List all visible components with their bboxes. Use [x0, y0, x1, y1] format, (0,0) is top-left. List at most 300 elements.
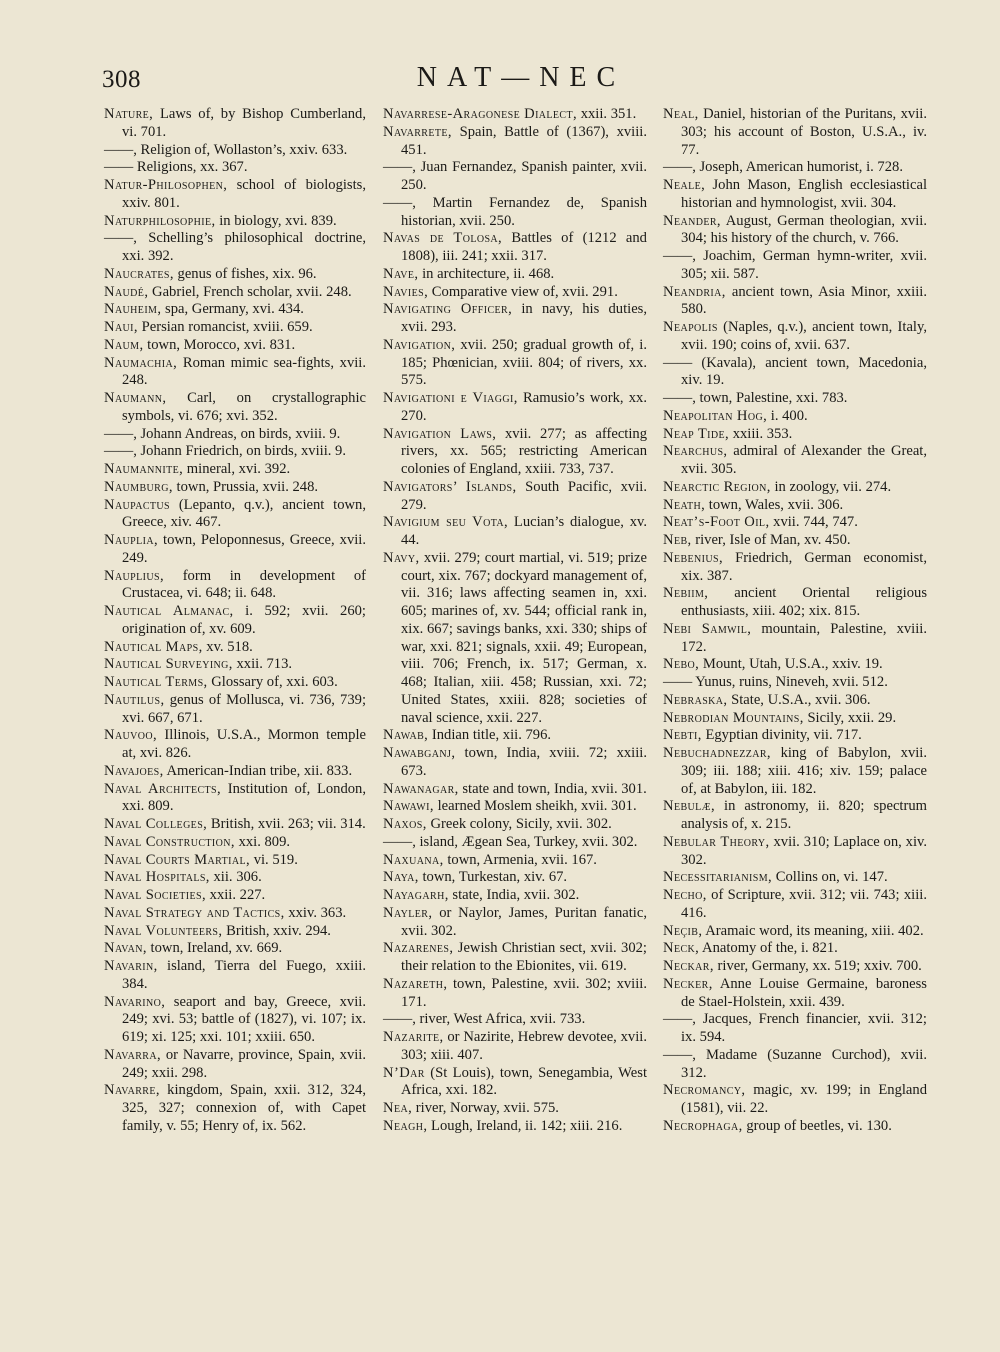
entry-headword: Nawanagar, — [383, 780, 459, 797]
entry-headword: Naumburg, — [104, 478, 173, 495]
entry-text: Ramusio’s work, xx. 270. — [401, 390, 648, 424]
entry-text: Glossary of, xxi. 603. — [207, 674, 338, 690]
index-entry — [104, 923, 366, 941]
index-entry — [663, 248, 927, 284]
index-entry — [383, 1065, 647, 1101]
index-entry — [104, 284, 366, 302]
entry-text: ——, Joachim, German hymn-writer, xvii. 305; xii. 587. — [663, 248, 927, 282]
index-entry — [663, 923, 927, 941]
entry-headword: Nauplia, — [104, 532, 159, 548]
entry-text: form in development of Crustacea, vi. 648; ii. 648. — [122, 567, 366, 602]
entry-text: (St Louis), town, Senegambia, West Africa, xxi. 182. — [401, 1064, 647, 1099]
entry-text: king of Babylon, xvii. 309; iii. 188; xiii. 416; xiv. 159; palace of, at Babylon, iii. 182. — [681, 745, 927, 797]
index-entry — [104, 656, 366, 674]
index-entry — [383, 301, 647, 337]
entry-text: i. 592; xvii. 260; origination of, xv. 609. — [122, 603, 366, 637]
index-entry — [663, 106, 927, 159]
index-entry — [383, 852, 647, 870]
entry-text: group of beetles, vi. 130. — [742, 1117, 892, 1134]
index-entry — [663, 284, 927, 320]
index-entry — [663, 213, 927, 249]
entry-text: ——, Johann Friedrich, on birds, xviii. 9. — [104, 443, 346, 460]
entry-headword: Navan, — [104, 940, 147, 957]
index-entry — [663, 1082, 927, 1118]
index-entry — [104, 337, 366, 355]
entry-text: genus of Mollusca, vi. 736, 739; xvi. 667, 671. — [122, 691, 366, 726]
index-entry — [383, 1100, 647, 1118]
entry-headword: Nebiim, — [663, 585, 709, 602]
index-entry — [663, 1011, 927, 1047]
entry-headword: Nearchus, — [663, 443, 728, 460]
entry-text: ——, Johann Andreas, on birds, xviii. 9. — [104, 425, 341, 442]
index-entry — [383, 905, 647, 941]
index-entry — [104, 905, 366, 923]
entry-headword: Naudé, — [104, 283, 149, 300]
entry-text: Roman mimic sea-fights, xvii. 248. — [122, 354, 366, 389]
index-entry — [383, 976, 647, 1012]
entry-headword: Nazarite, — [383, 1029, 444, 1045]
index-entry — [383, 266, 647, 284]
index-entry — [104, 834, 366, 852]
entry-headword: Naval Construction, — [104, 833, 235, 850]
entry-text: Sicily, xxii. 29. — [803, 709, 897, 726]
index-entry — [383, 727, 647, 745]
entry-headword: Navarra, — [104, 1046, 162, 1063]
entry-text: —— Yunus, ruins, Nineveh, xvii. 512. — [663, 674, 888, 690]
entry-text: xxii. 713. — [232, 656, 293, 673]
index-entry — [663, 727, 927, 745]
entry-text: ——, Madame (Suzanne Curchod), xvii. 312. — [663, 1046, 927, 1081]
index-entry — [104, 568, 366, 604]
entry-text: xxiv. 363. — [284, 904, 347, 921]
index-entry — [383, 514, 647, 550]
entry-headword: Nebti, — [663, 727, 702, 744]
entry-text: ——, Juan Fernandez, Spanish painter, xvii. 250. — [383, 159, 647, 193]
entry-text: —— Religions, xx. 367. — [104, 159, 248, 176]
entry-headword: Nebulæ, — [663, 798, 715, 815]
index-column-3 — [663, 106, 927, 1136]
entry-headword: Nearctic Region, — [663, 478, 771, 495]
index-entry — [663, 710, 927, 728]
entry-text: ——, Martin Fernandez de, Spanish historian, xvii. 250. — [383, 194, 647, 229]
entry-headword: Nautical Terms, — [104, 674, 208, 690]
index-entry — [663, 426, 927, 444]
entry-text: river, Isle of Man, xv. 450. — [691, 532, 851, 548]
index-entry — [663, 692, 927, 710]
entry-text: xvii. 277; as affecting rivers, xx. 565; restricting American colonies of England, xxiii. 733, 737. — [401, 425, 647, 477]
index-entry — [383, 337, 647, 390]
entry-text: ancient town, Asia Minor, xxiii. 580. — [681, 283, 927, 318]
index-entry — [663, 479, 927, 497]
entry-text: State, U.S.A., xvii. 306. — [727, 691, 871, 708]
entry-text: i. 400. — [767, 407, 808, 424]
entry-text: Lough, Ireland, ii. 142; xiii. 216. — [427, 1117, 623, 1134]
entry-text: xxii. 227. — [206, 887, 266, 903]
index-entry — [383, 124, 647, 160]
entry-text: town, Ireland, xv. 669. — [146, 940, 283, 957]
index-entry — [663, 1047, 927, 1083]
entry-text: spa, Germany, xvi. 434. — [161, 301, 304, 318]
entry-text: Mount, Utah, U.S.A., xxiv. 19. — [699, 656, 883, 673]
index-entry — [663, 869, 927, 887]
entry-headword: Nature, — [104, 106, 154, 122]
entry-headword: Natur-Philosophen, — [104, 177, 228, 193]
index-entry — [104, 816, 366, 834]
entry-headword: Necker, — [663, 975, 713, 992]
entry-text: state, India, xvii. 302. — [448, 887, 580, 903]
entry-text: town, Armenia, xvii. 167. — [443, 851, 597, 868]
entry-text: —— (Kavala), ancient town, Macedonia, xiv. 19. — [663, 354, 927, 389]
entry-headword: Necrophaga, — [663, 1117, 743, 1134]
index-entry — [104, 301, 366, 319]
entry-text: ——, Joseph, American humorist, i. 728. — [663, 159, 903, 176]
entry-text: Daniel, historian of the Puritans, xvii. 303; his account of Boston, U.S.A., iv. 77. — [681, 106, 927, 158]
index-entry — [383, 426, 647, 479]
entry-text: town, Palestine, xvii. 302; xviii. 171. — [401, 975, 647, 1010]
index-entry — [104, 869, 366, 887]
index-entry — [663, 585, 927, 621]
entry-text: town, India, xviii. 72; xxiii. 673. — [401, 745, 647, 779]
index-entry — [104, 1082, 366, 1135]
entry-text: South Pacific, xvii. 279. — [401, 478, 647, 513]
entry-headword: Naumannite, — [104, 461, 184, 477]
entry-headword: Neal, — [663, 106, 699, 122]
index-entry — [663, 319, 927, 355]
entry-headword: Nautical Almanac, — [104, 603, 234, 619]
index-entry — [383, 159, 647, 195]
index-entry — [383, 106, 647, 124]
entry-text: ——, river, West Africa, xvii. 733. — [383, 1011, 586, 1028]
index-entry — [104, 355, 366, 391]
index-entry — [383, 781, 647, 799]
entry-text: town, Peloponnesus, Greece, xvii. 249. — [122, 532, 366, 566]
entry-text: Illinois, U.S.A., Mormon temple at, xvi. 826. — [122, 727, 366, 761]
entry-headword: Naumachia, — [104, 354, 178, 371]
entry-headword: Navigating Officer, — [383, 301, 513, 318]
index-entry — [383, 798, 647, 816]
entry-headword: Nebrodian Mountains, — [663, 709, 804, 726]
index-entry — [663, 656, 927, 674]
index-column-1 — [104, 106, 366, 1136]
entry-headword: Nebraska, — [663, 691, 728, 708]
entry-headword: Nayagarh, — [383, 887, 449, 903]
entry-headword: Navigium seu Vota, — [383, 514, 509, 531]
index-column-2 — [383, 106, 647, 1136]
entry-headword: Nawab, — [383, 727, 429, 744]
index-entry — [663, 497, 927, 515]
entry-headword: Necho, — [663, 887, 707, 903]
index-entry — [383, 550, 647, 728]
index-entry — [104, 497, 366, 533]
index-entry — [104, 674, 366, 692]
entry-text: American-Indian tribe, xii. 833. — [163, 762, 353, 779]
entry-headword: Naturphilosophie, — [104, 212, 216, 229]
entry-headword: Neb, — [663, 532, 692, 548]
index-entry — [104, 940, 366, 958]
entry-headword: Naya, — [383, 869, 419, 886]
index-entry — [104, 106, 366, 142]
entry-text: ——, Religion of, Wollaston’s, xxiv. 633. — [104, 141, 348, 158]
index-entry — [104, 230, 366, 266]
entry-headword: Neçib, — [663, 922, 703, 939]
entry-text: mineral, xvi. 392. — [183, 461, 291, 477]
entry-headword: Naumann, — [104, 390, 167, 406]
index-entry — [104, 887, 366, 905]
entry-text: in zoology, vii. 274. — [770, 478, 892, 495]
entry-text: ——, town, Palestine, xxi. 783. — [663, 390, 848, 406]
entry-text: learned Moslem sheikh, xvii. 301. — [433, 798, 637, 815]
entry-headword: Navarre, — [104, 1082, 160, 1099]
entry-text: school of biologists, xxiv. 801. — [122, 177, 366, 211]
entry-text: magic, xv. 199; in England (1581), vii. 22. — [681, 1082, 927, 1116]
entry-headword: Neander, — [663, 212, 721, 229]
entry-text: town, Turkestan, xiv. 67. — [418, 869, 568, 886]
running-head: NAT—NEC — [416, 62, 626, 93]
entry-text: Indian title, xii. 796. — [428, 727, 552, 744]
entry-headword: Necromancy, — [663, 1082, 746, 1099]
index-entry — [383, 940, 647, 976]
index-entry — [104, 266, 366, 284]
index-entry — [663, 390, 927, 408]
entry-text: town, Morocco, xvi. 831. — [143, 336, 296, 353]
index-entry — [663, 1118, 927, 1136]
entry-text: John Mason, English ecclesiastical historian and hymnologist, xvii. 304. — [681, 177, 927, 211]
entry-text: or Naylor, James, Puritan fanatic, xvii. 302. — [401, 904, 647, 939]
index-entry — [104, 532, 366, 568]
entry-text: in astronomy, ii. 820; spectrum analysis of, x. 215. — [681, 798, 927, 832]
entry-text: Battles of (1212 and 1808), iii. 241; xxii. 317. — [401, 230, 647, 264]
entry-headword: Naxuana, — [383, 851, 444, 868]
index-entry — [104, 639, 366, 657]
index-entry — [383, 745, 647, 781]
index-entry — [663, 976, 927, 1012]
entry-text: Gabriel, French scholar, xvii. 248. — [148, 283, 352, 300]
entry-headword: Navigationi e Viaggi, — [383, 390, 518, 406]
entry-text: seaport and bay, Greece, xvii. 249; xvi. 53; battle of (1827), vi. 107; ix. 619; xi. 125; xxi. 101; xxiii. 650. — [122, 993, 366, 1045]
entry-text: xxii. 351. — [577, 106, 637, 122]
index-entry — [104, 692, 366, 728]
index-entry — [104, 159, 366, 177]
index-entry — [663, 621, 927, 657]
entry-text: Carl, on crystallographic symbols, vi. 676; xvi. 352. — [122, 390, 366, 424]
index-entry — [663, 514, 927, 532]
index-entry — [663, 674, 927, 692]
index-entry — [663, 177, 927, 213]
index-entry — [104, 1047, 366, 1083]
entry-headword: Nea, — [383, 1100, 413, 1116]
index-entry — [663, 958, 927, 976]
index-entry — [663, 408, 927, 426]
entry-text: vi. 519. — [250, 851, 298, 868]
entry-headword: Naval Strategy and Tactics, — [104, 904, 285, 921]
index-entry — [104, 443, 366, 461]
entry-text: (Lepanto, q.v.), ancient town, Greece, xiv. 467. — [122, 496, 366, 531]
entry-headword: Nauheim, — [104, 301, 162, 318]
entry-headword: Nave, — [383, 265, 419, 282]
entry-headword: Neck, — [663, 940, 700, 957]
index-entry — [663, 887, 927, 923]
entry-headword: Naval Societies, — [104, 887, 206, 903]
entry-text: Lucian’s dialogue, xv. 44. — [401, 514, 647, 548]
entry-headword: Navarrese-Aragonese Dialect, — [383, 106, 578, 122]
index-entry — [383, 195, 647, 231]
index-entry — [104, 994, 366, 1047]
page-number: 308 — [102, 66, 141, 93]
index-entry — [383, 816, 647, 834]
index-entry — [663, 798, 927, 834]
index-entry — [663, 159, 927, 177]
index-entry — [383, 284, 647, 302]
entry-headword: Nebenius, — [663, 549, 724, 566]
entry-headword: Naval Courts Martial, — [104, 851, 251, 868]
entry-text: in architecture, ii. 468. — [418, 265, 555, 282]
entry-headword: Nazareth, — [383, 975, 448, 992]
entry-headword: Nebular Theory, — [663, 833, 770, 850]
index-entry — [663, 550, 927, 586]
entry-text: or Nazirite, Hebrew devotee, xvii. 303; xiii. 407. — [401, 1029, 647, 1063]
entry-headword: Navarrete, — [383, 123, 452, 140]
entry-text: state and town, India, xvii. 301. — [458, 780, 647, 797]
entry-text: xvii. 744, 747. — [769, 514, 858, 531]
entry-text: mountain, Palestine, xviii. 172. — [681, 620, 927, 655]
entry-headword: Nauvoo, — [104, 727, 158, 744]
entry-headword: Navies, — [383, 283, 429, 300]
entry-text: or Navarre, province, Spain, xvii. 249; xxii. 298. — [122, 1046, 366, 1081]
entry-text: Comparative view of, xvii. 291. — [428, 283, 618, 300]
index-entry — [104, 479, 366, 497]
entry-headword: Navarin, — [104, 958, 158, 974]
entry-text: town, Wales, xvii. 306. — [705, 496, 844, 513]
entry-text: British, xxiv. 294. — [222, 922, 331, 939]
entry-headword: Nauplius, — [104, 567, 165, 584]
entry-headword: Nautical Maps, — [104, 638, 203, 655]
entry-headword: Nayler, — [383, 904, 433, 921]
index-entry — [104, 781, 366, 817]
index-entry — [383, 1029, 647, 1065]
index-entry — [104, 390, 366, 426]
entry-headword: Naucrates, — [104, 265, 174, 282]
entry-text: Persian romancist, xviii. 659. — [137, 319, 313, 335]
index-entry — [104, 177, 366, 213]
index-entry — [663, 532, 927, 550]
entry-headword: Nautilus, — [104, 691, 165, 708]
entry-text: ——, island, Ægean Sea, Turkey, xvii. 302. — [383, 833, 638, 850]
entry-headword: Neagh, — [383, 1117, 428, 1134]
index-entry — [104, 727, 366, 763]
index-entry — [104, 213, 366, 231]
entry-text: Anne Louise Germaine, baroness de Stael-Holstein, xxii. 439. — [681, 975, 927, 1010]
entry-headword: Neap Tide, — [663, 425, 730, 442]
entry-text: ancient Oriental religious enthusiasts, xiii. 402; xix. 815. — [681, 585, 927, 619]
index-entry — [383, 887, 647, 905]
entry-text: Laws of, by Bishop Cumberland, vi. 701. — [122, 106, 366, 140]
index-entry — [104, 763, 366, 781]
index-entry — [663, 834, 927, 870]
entry-headword: Navigation, — [383, 336, 456, 353]
entry-text: British, xvii. 263; vii. 314. — [207, 816, 366, 832]
index-entry — [383, 390, 647, 426]
entry-text: xvii. 250; gradual growth of, i. 185; Phœnician, xviii. 804; of rivers, xx. 575. — [401, 336, 647, 389]
entry-text: of Scripture, xvii. 312; vii. 743; xiii. 416. — [681, 887, 927, 921]
entry-text: xxi. 809. — [234, 833, 291, 850]
entry-headword: N’Dar — [383, 1064, 425, 1081]
entry-text: island, Tierra del Fuego, xxiii. 384. — [122, 958, 366, 992]
entry-headword: Naum, — [104, 336, 144, 353]
entry-text: xii. 306. — [209, 869, 262, 886]
entry-text: in biology, xvi. 839. — [215, 212, 337, 229]
index-entry — [104, 852, 366, 870]
entry-headword: Necessitarianism, — [663, 869, 773, 886]
entry-text: town, Prussia, xvii. 248. — [172, 478, 319, 495]
index-entry — [663, 443, 927, 479]
index-entry — [663, 745, 927, 798]
entry-headword: Nebi Samwil, — [663, 620, 752, 637]
entry-text: Collins on, vi. 147. — [772, 869, 888, 886]
entry-headword: Neat’s-Foot Oil, — [663, 514, 770, 531]
entry-text: xv. 518. — [202, 638, 253, 655]
entry-text: admiral of Alexander the Great, xvii. 305. — [681, 443, 927, 477]
entry-headword: Nawabganj, — [383, 745, 456, 761]
entry-text: Spain, Battle of (1367), xviii. 451. — [401, 123, 647, 158]
index-entry — [104, 426, 366, 444]
entry-text: Greek colony, Sicily, xvii. 302. — [426, 816, 612, 832]
index-entry — [663, 940, 927, 958]
entry-text: xvii. 310; Laplace on, xiv. 302. — [681, 833, 927, 868]
entry-text: Egyptian divinity, vii. 717. — [701, 727, 862, 744]
entry-headword: Neandria, — [663, 283, 726, 300]
entry-text: river, Germany, xx. 519; xxiv. 700. — [713, 958, 922, 974]
entry-text: ——, Jacques, French financier, xvii. 312; ix. 594. — [663, 1011, 927, 1045]
entry-text: Aramaic word, its meaning, xiii. 402. — [702, 922, 924, 939]
entry-headword: Navarino, — [104, 993, 166, 1010]
entry-text: Institution of, London, xxi. 809. — [122, 780, 366, 815]
index-entry — [104, 603, 366, 639]
entry-headword: Navigators’ Islands, — [383, 478, 517, 495]
entry-headword: Nawawi, — [383, 798, 434, 815]
entry-headword: Naval Architects, — [104, 780, 222, 797]
entry-headword: Naval Colleges, — [104, 816, 208, 832]
entry-headword: Naval Volunteers, — [104, 922, 223, 939]
entry-headword: Nazarenes, — [383, 940, 454, 957]
entry-headword: Nebo, — [663, 656, 700, 673]
entry-headword: Naval Hospitals, — [104, 869, 210, 886]
index-entry — [663, 355, 927, 391]
entry-headword: Naxos, — [383, 816, 427, 832]
entry-text: in navy, his duties, xvii. 293. — [401, 301, 647, 335]
index-entry — [104, 958, 366, 994]
entry-text: Friedrich, German economist, xix. 387. — [681, 549, 927, 584]
index-entry — [383, 834, 647, 852]
entry-text: xxiii. 353. — [729, 425, 793, 442]
index-entry — [383, 479, 647, 515]
entry-headword: Naupactus — [104, 496, 171, 513]
entry-text: xvii. 279; court martial, vi. 519; prize court, xix. 767; dockyard management of, vii. 316; laws affecting seamen in, xxi. 605; marines of, xv. 544; official rank in, xix. 667; savings banks, xxi. 330; ships of war, xxi. 821; signals, xxii. 49; European, viii. 706; French, ix. 517; German, x. 468; Italian, xiii. 458; Russian, xxi. 72; United States, xxiii. 828; societies of naval science, xxii. 227. — [401, 549, 647, 726]
entry-text: genus of fishes, xix. 96. — [173, 265, 317, 282]
entry-headword: Navas de Tolosa, — [383, 230, 503, 247]
index-entry — [383, 869, 647, 887]
entry-headword: Navigation Laws, — [383, 425, 497, 442]
entry-text: ——, Schelling’s philosophical doctrine, xxi. 392. — [104, 230, 366, 264]
entry-text: kingdom, Spain, xxii. 312, 324, 325, 327; connexion of, with Capet family, v. 55; Henry of, ix. 562. — [122, 1082, 366, 1134]
entry-headword: Neckar, — [663, 958, 714, 974]
entry-text: August, German theologian, xvii. 304; his history of the church, v. 766. — [681, 212, 927, 247]
entry-headword: Neapolitan Hog, — [663, 407, 768, 424]
entry-text: river, Norway, xvii. 575. — [412, 1100, 559, 1116]
index-entry — [104, 142, 366, 160]
index-entry — [383, 1118, 647, 1136]
index-entry — [383, 1011, 647, 1029]
entry-text: Jewish Christian sect, xvii. 302; their relation to the Ebionites, vii. 619. — [401, 940, 647, 974]
